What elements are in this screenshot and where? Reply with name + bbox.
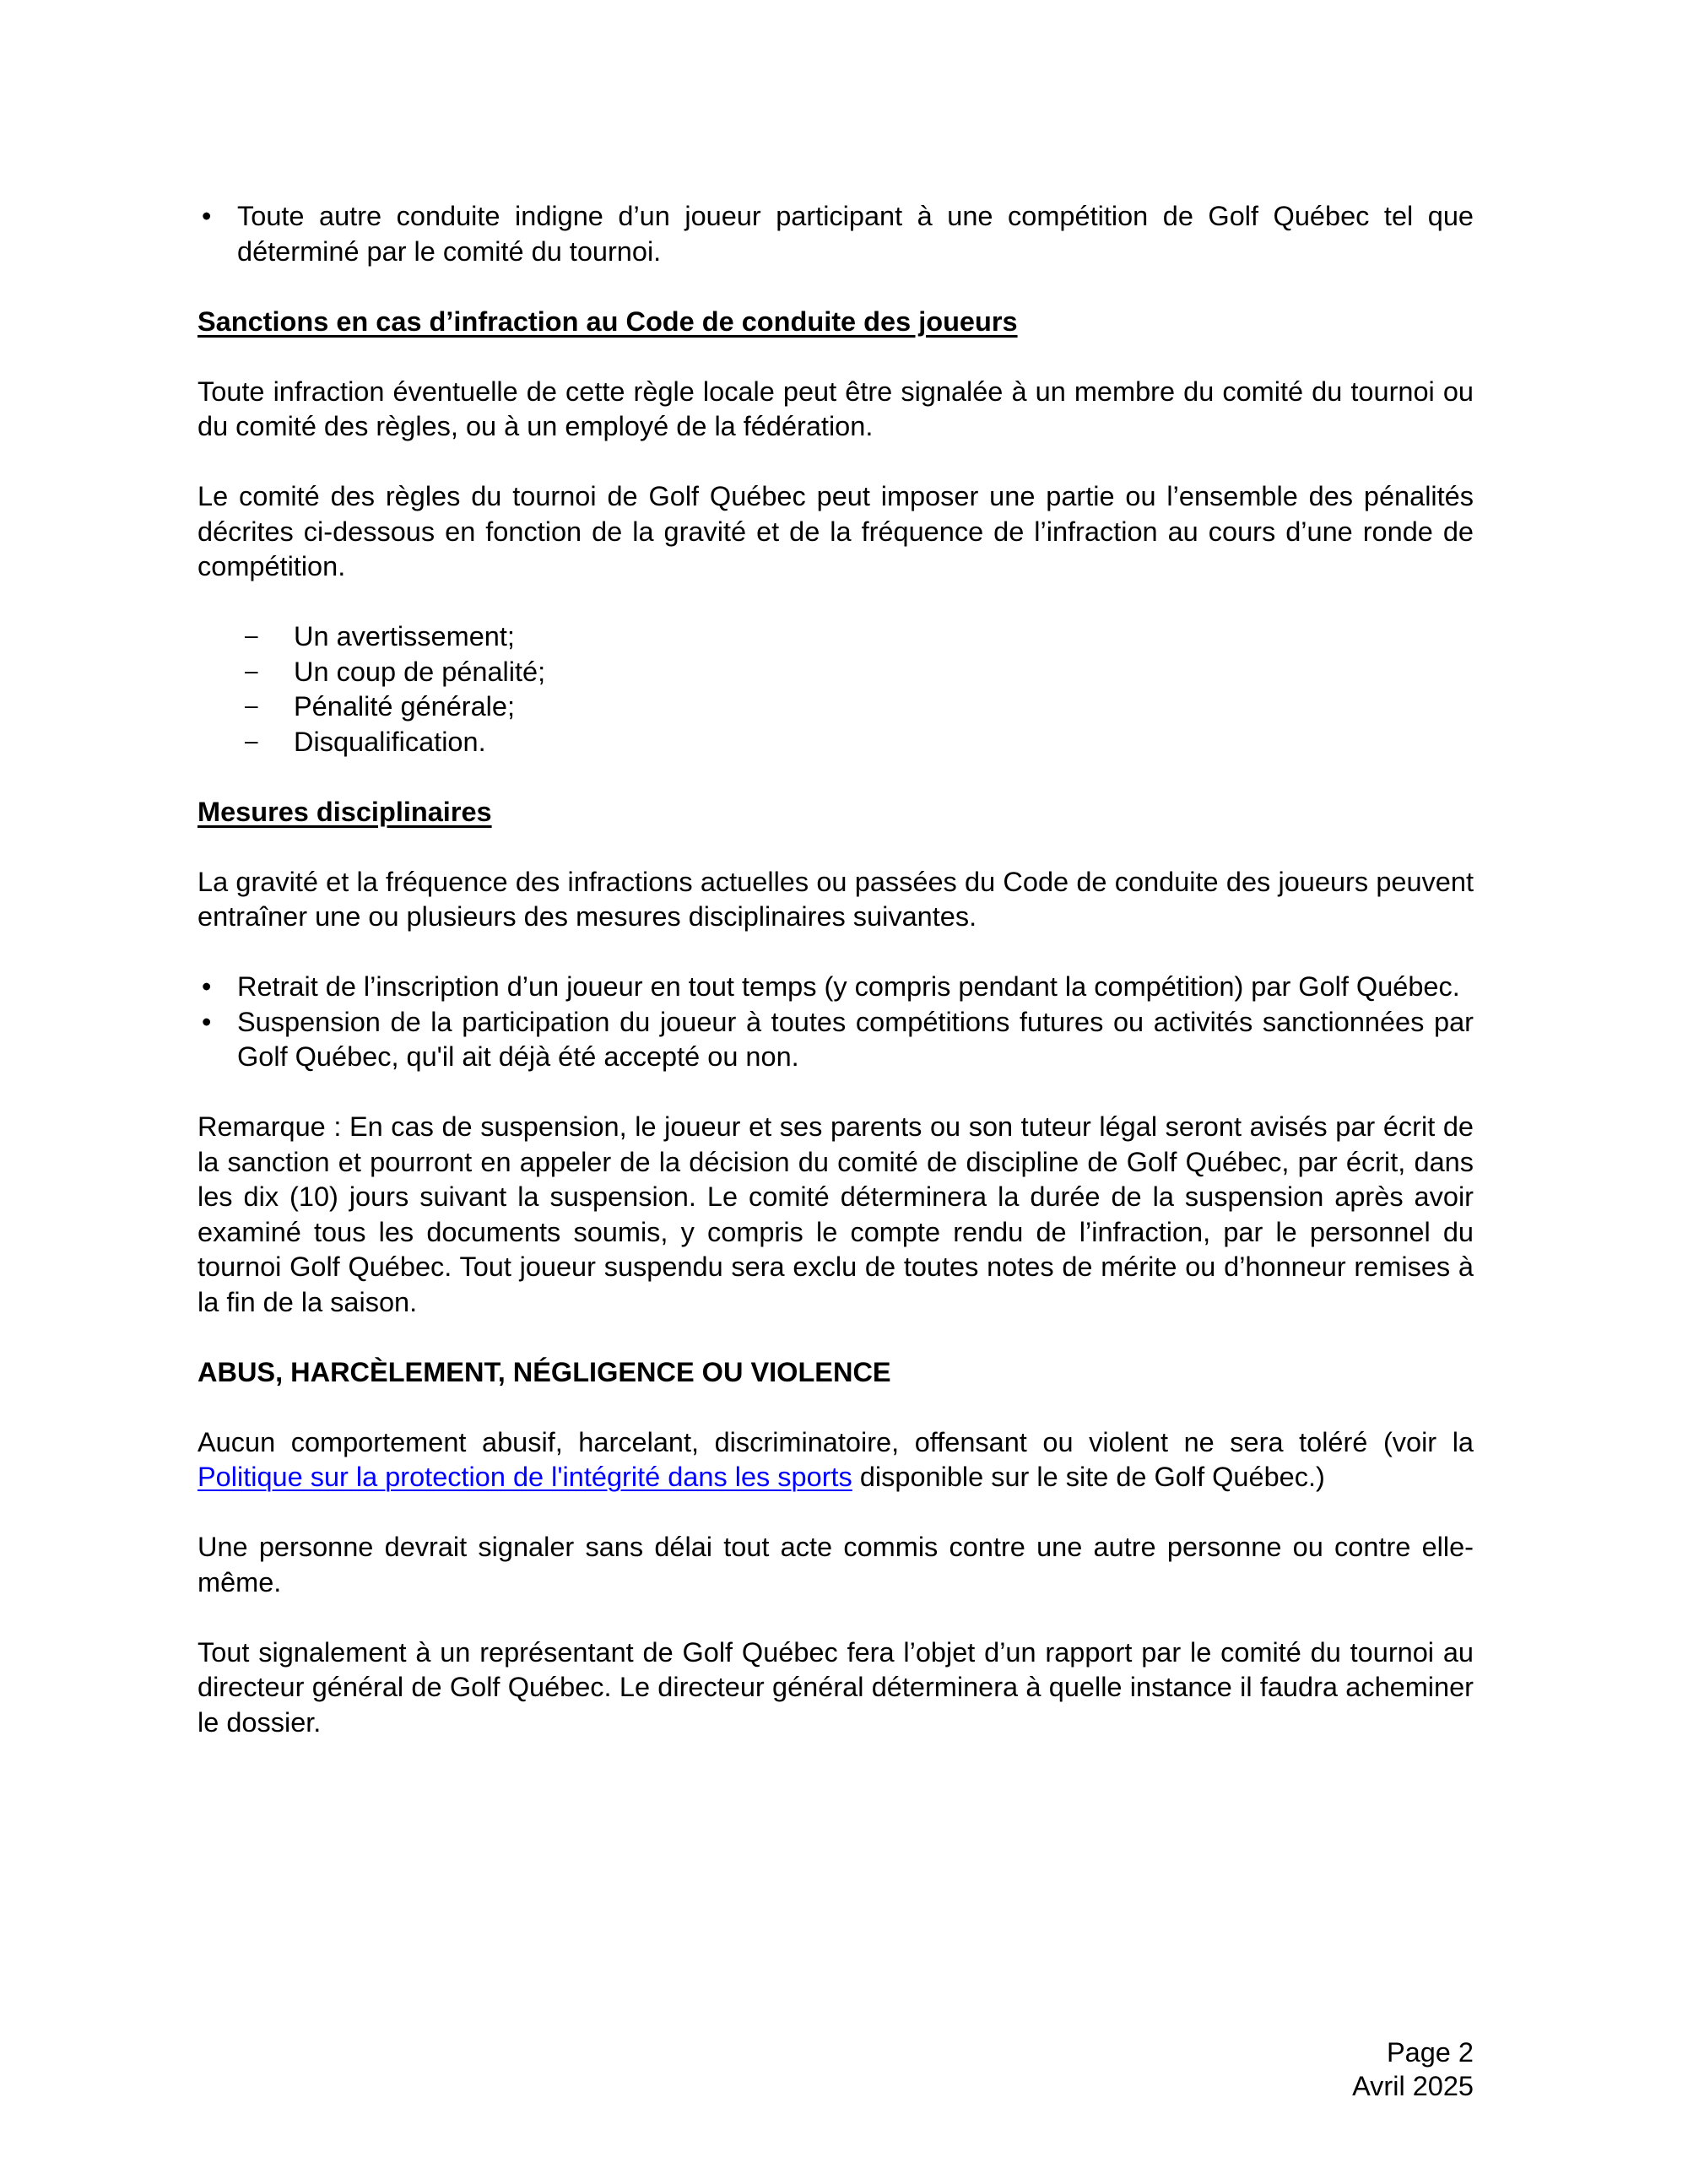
abus-heading: ABUS, HARCÈLEMENT, NÉGLIGENCE OU VIOLENCE xyxy=(197,1356,891,1387)
list-item xyxy=(197,970,1474,1005)
abus-text-before-link: Aucun comportement abusif, harcelant, discriminatoire, offensant ou violent ne sera toléré (voir la xyxy=(197,1426,1474,1457)
dash-icon: – xyxy=(245,692,258,718)
remarque-paragraph: Remarque : En cas de suspension, le joueur et ses parents ou son tuteur légal seront avisés par écrit de la sanction et pourront en appeler de la décision du comité de discipline de Golf Québec, par écrit, dans les dix (10) jours suivant la suspension. Le comité déterminera la durée de la suspension après avoir examiné tous les documents soumis, y compris le compte rendu de l’infraction, par le personnel du tournoi Golf Québec. Tout joueur suspendu sera exclu de toutes notes de mérite ou d’honneur remises à la fin de la saison. xyxy=(197,1111,1474,1317)
bullet-icon: • xyxy=(202,971,212,1002)
list-item-text: Retrait de l’inscription d’un joueur en tout temps (y compris pendant la compétition) par Golf Québec. xyxy=(237,971,1460,1002)
page-footer xyxy=(1352,2035,1474,2103)
document-page xyxy=(197,199,1474,1776)
page-number: Page 2 xyxy=(1386,2037,1474,2068)
abus-text-after-link: disponible sur le site de Golf Québec.) xyxy=(852,1462,1325,1492)
abus-paragraph-3: Tout signalement à un représentant de Golf Québec fera l’objet d’un rapport par le comité du tournoi au directeur général de Golf Québec. Le directeur général déterminera à quelle instance il faudra acheminer le dossier. xyxy=(197,1636,1474,1738)
mesures-paragraph-1: La gravité et la fréquence des infractions actuelles ou passées du Code de conduite des joueurs peuvent entraîner une ou plusieurs des mesures disciplinaires suivantes. xyxy=(197,866,1474,932)
list-item xyxy=(197,619,1474,655)
list-item xyxy=(197,199,1474,269)
list-item-text: Pénalité générale; xyxy=(294,691,515,722)
penalties-list xyxy=(197,619,1474,760)
dash-icon: – xyxy=(245,657,258,684)
sanctions-paragraph-1: Toute infraction éventuelle de cette règle locale peut être signalée à un membre du comité du tournoi ou du comité des règles, ou à un employé de la fédération. xyxy=(197,376,1474,441)
list-item-text: Un coup de pénalité; xyxy=(294,656,546,687)
mesures-bullet-list xyxy=(197,970,1474,1075)
politique-integrite-link[interactable]: Politique sur la protection de l'intégrité dans les sports xyxy=(197,1462,852,1492)
intro-bullet-list xyxy=(197,199,1474,269)
dash-icon: – xyxy=(245,622,258,648)
list-item-text: Suspension de la participation du joueur à toutes compétitions futures ou activités sanctionnées par Golf Québec, qu'il ait déjà été accepté ou non. xyxy=(237,1006,1474,1072)
abus-paragraph-1 xyxy=(197,1425,1474,1495)
abus-paragraph-2: Une personne devrait signaler sans délai tout acte commis contre une autre personne ou contre elle-même. xyxy=(197,1532,1474,1597)
list-item xyxy=(197,725,1474,760)
mesures-heading: Mesures disciplinaires xyxy=(197,796,492,827)
list-item-text: Toute autre conduite indigne d’un joueur participant à une compétition de Golf Québec tel que déterminé par le comité du tournoi. xyxy=(237,201,1474,267)
list-item xyxy=(197,1005,1474,1075)
footer-date: Avril 2025 xyxy=(1352,2071,1474,2101)
sanctions-heading: Sanctions en cas d’infraction au Code de conduite des joueurs xyxy=(197,305,1018,337)
sanctions-paragraph-2: Le comité des règles du tournoi de Golf Québec peut imposer une partie ou l’ensemble des pénalités décrites ci-dessous en fonction de la gravité et de la fréquence de l’infraction au cours d’une ronde de compétition. xyxy=(197,481,1474,581)
bullet-icon: • xyxy=(202,201,212,231)
bullet-icon: • xyxy=(202,1006,212,1037)
list-item-text: Un avertissement; xyxy=(294,621,515,651)
dash-icon: – xyxy=(245,727,258,754)
list-item xyxy=(197,689,1474,725)
list-item xyxy=(197,655,1474,690)
list-item-text: Disqualification. xyxy=(294,726,486,757)
